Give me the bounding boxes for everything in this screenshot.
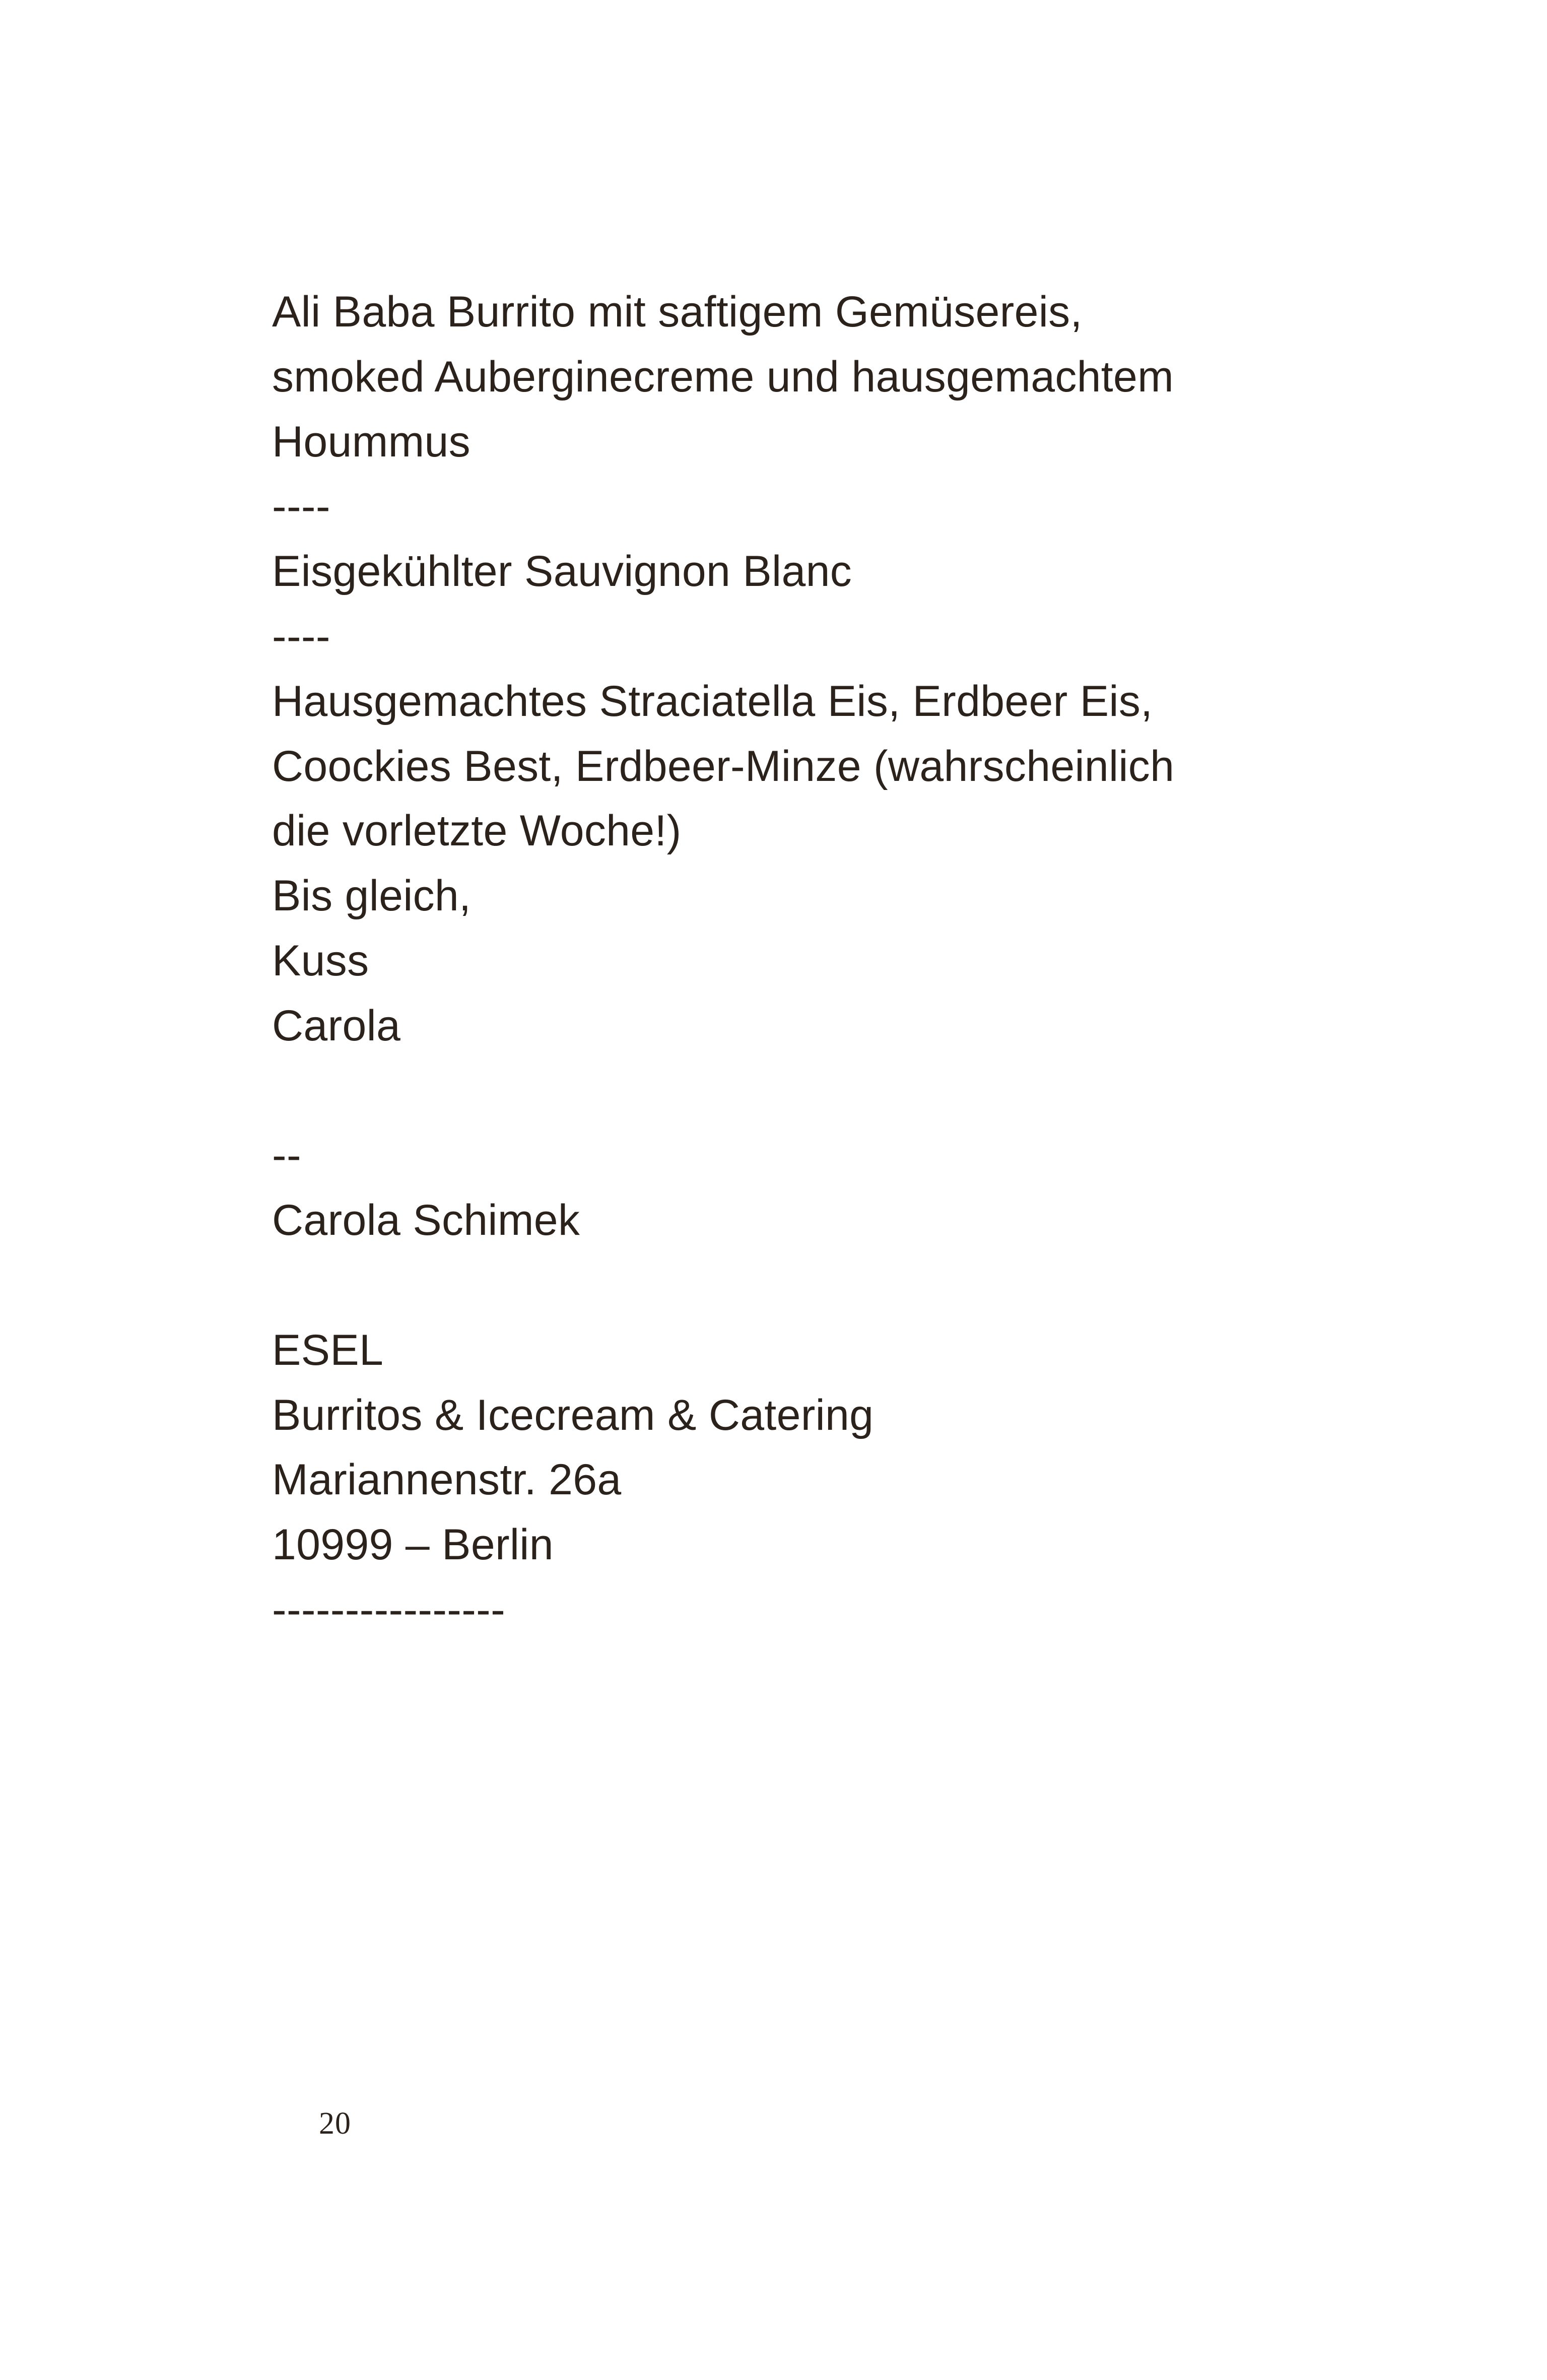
separator-line: ----	[272, 612, 330, 660]
text-line: Hoummus	[272, 417, 470, 466]
signature-name: Carola	[272, 1001, 401, 1050]
text-line: Coockies Best, Erdbeer-Minze (wahrscheinlich	[272, 742, 1175, 790]
text-line: Ali Baba Burrito mit saftigem Gemüsereis,	[272, 288, 1083, 336]
address-city: 10999 – Berlin	[272, 1520, 554, 1569]
blank-line	[272, 1253, 1280, 1318]
text-line: Eisgekühlter Sauvignon Blanc	[272, 547, 852, 596]
signature-end-separator: ----------------	[272, 1585, 506, 1634]
signature-separator: --	[272, 1131, 301, 1180]
separator-line: ----	[272, 482, 330, 531]
business-name: ESEL	[272, 1326, 384, 1374]
address-street: Mariannenstr. 26a	[272, 1456, 622, 1504]
text-line: smoked Auberginecreme und hausgemachtem	[272, 352, 1174, 401]
email-text-block	[272, 280, 1280, 1642]
signature-full-name: Carola Schimek	[272, 1196, 580, 1245]
text-line: die vorletzte Woche!)	[272, 807, 682, 855]
blank-line	[272, 1059, 1280, 1123]
closing-line: Kuss	[272, 936, 369, 985]
text-line: Hausgemachtes Straciatella Eis, Erdbeer Eis,	[272, 677, 1153, 725]
page-number: 20	[319, 2106, 351, 2141]
closing-line: Bis gleich,	[272, 872, 472, 920]
business-tagline: Burritos & Icecream & Catering	[272, 1391, 874, 1439]
